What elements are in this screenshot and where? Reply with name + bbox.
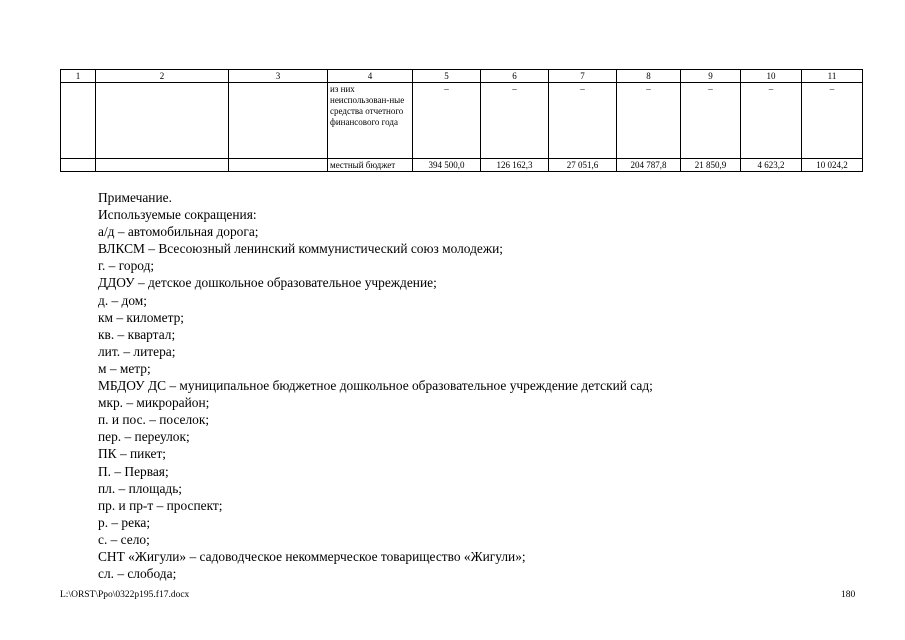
table-cell: [61, 83, 96, 159]
abbreviation-line: пер. – переулок;: [98, 429, 190, 445]
table-cell: 4 623,2: [741, 159, 802, 172]
abbreviation-line: кв. – квартал;: [98, 326, 176, 342]
column-number: 1: [61, 70, 96, 83]
column-number: 4: [328, 70, 413, 83]
table-cell: 10 024,2: [802, 159, 863, 172]
abbreviation-line: с. – село;: [98, 531, 150, 547]
abbreviation-line: а/д – автомобильная дорога;: [98, 224, 259, 240]
table-cell: –: [802, 83, 863, 159]
column-number: 9: [681, 70, 741, 83]
abbreviation-line: ВЛКСМ – Всесоюзный ленинский коммунистический союз молодежи;: [98, 241, 504, 257]
row-label: из них неиспользован-ные средства отчетного финансового года: [328, 83, 413, 159]
abbreviation-line: ПК – пикет;: [98, 446, 167, 462]
abbreviation-line: пр. и пр-т – проспект;: [98, 497, 223, 513]
abbreviation-line: м – метр;: [98, 360, 151, 376]
table-cell: [96, 83, 229, 159]
table-cell: [61, 159, 96, 172]
column-number: 5: [413, 70, 481, 83]
table-header-row: [61, 70, 863, 83]
abbreviation-line: п. и пос. – поселок;: [98, 412, 210, 428]
column-number: 2: [96, 70, 229, 83]
row-label: местный бюджет: [328, 159, 413, 172]
abbreviation-line: км – километр;: [98, 309, 185, 325]
table-cell: 21 850,9: [681, 159, 741, 172]
abbreviation-line: мкр. – микрорайон;: [98, 395, 210, 411]
column-number: 11: [802, 70, 863, 83]
table-cell: 394 500,0: [413, 159, 481, 172]
column-number: 8: [617, 70, 681, 83]
table-cell: –: [481, 83, 549, 159]
footer-file-path: L:\ORST\Ppo\0322p195.f17.docx: [60, 590, 190, 600]
note-heading: Примечание.: [98, 190, 172, 205]
notes-section: [98, 189, 858, 582]
page-number: 180: [841, 590, 856, 600]
abbreviation-line: пл. – площадь;: [98, 480, 183, 496]
table-cell: 126 162,3: [481, 159, 549, 172]
table-row: [61, 159, 863, 172]
table-cell: –: [681, 83, 741, 159]
abbreviations-heading: Используемые сокращения:: [98, 207, 257, 223]
abbreviation-line: г. – город;: [98, 258, 155, 274]
table-cell: [229, 159, 328, 172]
table-cell: –: [549, 83, 617, 159]
budget-table: [60, 69, 863, 172]
abbreviation-line: П. – Первая;: [98, 463, 169, 479]
column-number: 10: [741, 70, 802, 83]
table-cell: 27 051,6: [549, 159, 617, 172]
column-number: 3: [229, 70, 328, 83]
abbreviation-line: р. – река;: [98, 514, 151, 530]
column-number: 7: [549, 70, 617, 83]
abbreviation-line: сл. – слобода;: [98, 566, 177, 582]
abbreviation-line: ДДОУ – детское дошкольное образовательное учреждение;: [98, 275, 437, 291]
table-cell: 204 787,8: [617, 159, 681, 172]
table-cell: [229, 83, 328, 159]
column-number: 6: [481, 70, 549, 83]
table-cell: –: [413, 83, 481, 159]
abbreviation-line: лит. – литера;: [98, 343, 176, 359]
table-cell: [96, 159, 229, 172]
table-cell: –: [617, 83, 681, 159]
abbreviation-line: МБДОУ ДС – муниципальное бюджетное дошкольное образовательное учреждение детский сад;: [98, 378, 653, 394]
table-cell: –: [741, 83, 802, 159]
abbreviation-line: СНТ «Жигули» – садоводческое некоммерческое товарищество «Жигули»;: [98, 548, 526, 564]
abbreviation-line: д. – дом;: [98, 292, 147, 308]
table-row: [61, 83, 863, 159]
